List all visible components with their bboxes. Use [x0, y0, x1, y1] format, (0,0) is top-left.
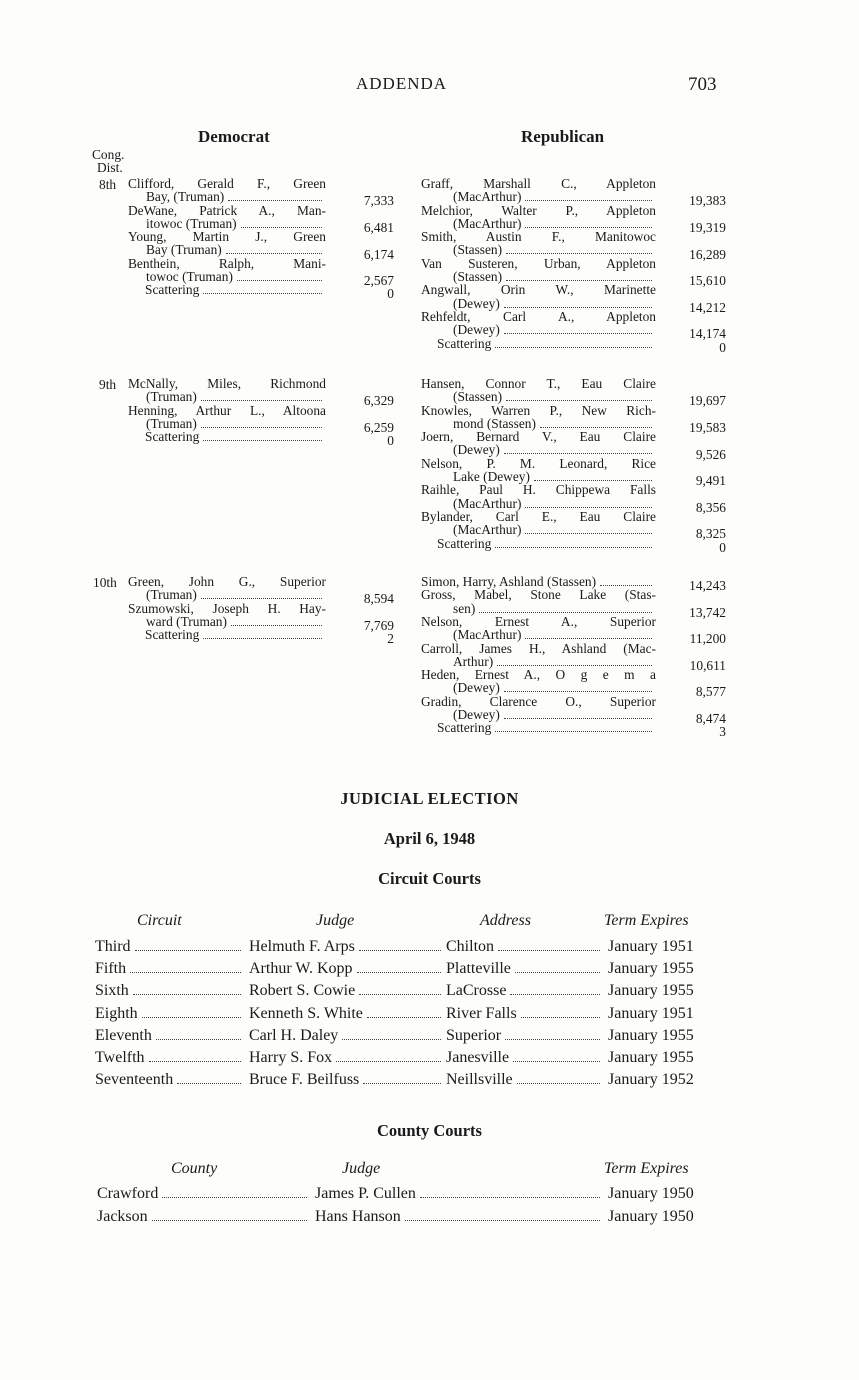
judge-cell — [249, 960, 445, 978]
address-col-header: Address — [480, 912, 531, 929]
candidate-text: Bay, (Truman) — [146, 189, 225, 205]
rep-vote-count: 9,491 — [695, 473, 726, 489]
judicial-title: JUDICIAL ELECTION — [340, 789, 519, 808]
dot-leader — [203, 638, 322, 639]
dot-leader — [156, 1039, 241, 1040]
dot-leader — [495, 731, 652, 732]
table-row — [0, 982, 859, 1002]
table-row — [0, 1185, 859, 1205]
county-term-cell — [608, 1208, 733, 1226]
dot-leader — [405, 1220, 600, 1221]
address-cell-text: River Falls — [446, 1004, 517, 1022]
democrat-heading: Democrat — [198, 127, 270, 146]
judge-cell — [249, 1049, 445, 1067]
dot-leader — [363, 1083, 441, 1084]
candidate-text: Gradin, Clarence O., Superior — [421, 693, 656, 709]
candidate-text: Benthein, Ralph, Mani- — [128, 255, 326, 271]
candidate-text: Arthur) — [453, 653, 494, 669]
rep-vote-count: 14,212 — [689, 299, 726, 315]
table-row — [0, 1071, 859, 1091]
circuit-cell-text: Eighth — [95, 1004, 138, 1022]
county-term-cell-text: January 1950 — [608, 1185, 694, 1202]
address-cell-text: Chilton — [446, 938, 495, 955]
judge-cell-text: Helmuth F. Arps — [249, 938, 355, 955]
dot-leader — [135, 950, 241, 951]
candidate-text: (MacArthur) — [453, 627, 522, 643]
candidate-text: (MacArthur) — [453, 189, 522, 205]
candidate-text: (Truman) — [146, 415, 197, 431]
county-col-header: County — [171, 1160, 218, 1177]
circuit-courts-title: Circuit Courts — [378, 869, 481, 888]
dot-leader — [479, 612, 652, 613]
candidate-text: sen) — [453, 600, 476, 616]
address-cell-text: LaCrosse — [446, 982, 507, 1000]
term-cell — [608, 960, 733, 978]
county-cell-text: Jackson — [97, 1208, 148, 1225]
dot-leader — [534, 480, 652, 481]
address-cell-text: Janesville — [446, 1049, 510, 1066]
candidate-text: towoc (Truman) — [146, 269, 233, 285]
dot-leader — [201, 427, 322, 428]
dot-leader — [504, 691, 652, 692]
dem-vote-count: 6,174 — [363, 246, 394, 262]
circuit-cell — [95, 1049, 245, 1067]
rep-vote-count: 19,383 — [689, 193, 726, 209]
table-row — [0, 1027, 859, 1047]
rep-vote-count: 10,611 — [689, 657, 726, 673]
candidate-text: Scattering — [437, 335, 492, 351]
circuit-cell-text: Sixth — [95, 982, 129, 1000]
term-cell — [608, 938, 733, 956]
candidate-text: Bay (Truman) — [146, 242, 222, 258]
county-term-cell — [608, 1185, 733, 1203]
dot-leader — [133, 994, 241, 995]
candidate-text: (MacArthur) — [453, 495, 522, 511]
judge-cell-text: Arthur W. Kopp — [249, 960, 353, 978]
dot-leader — [525, 507, 652, 508]
candidate-text: Rehfeldt, Carl A., Appleton — [421, 309, 656, 324]
table-row — [0, 1208, 859, 1228]
judge-cell-text: Kenneth S. White — [249, 1004, 363, 1022]
dot-leader — [506, 400, 652, 401]
address-cell — [446, 1005, 604, 1023]
county-term-cell-text: January 1950 — [608, 1208, 694, 1225]
candidate-text: (MacArthur) — [453, 522, 522, 538]
table-row — [0, 1005, 859, 1025]
dem-candidate-entry — [128, 575, 326, 602]
rep-vote-count: 16,289 — [689, 246, 726, 262]
county-cell-text: Crawford — [97, 1185, 159, 1202]
rep-vote-count: 8,325 — [695, 526, 726, 542]
dem-candidate-entry — [145, 283, 326, 297]
candidate-text: Simon, Harry, Ashland (Stassen) — [421, 574, 597, 589]
dot-leader — [498, 950, 600, 951]
rep-vote-count: 14,243 — [689, 578, 726, 593]
page-number: 703 — [688, 74, 717, 95]
judge-cell — [249, 1071, 445, 1089]
term-cell — [608, 1005, 733, 1023]
circuit-cell-text: Eleventh — [95, 1026, 152, 1044]
candidate-text: (Stassen) — [453, 242, 503, 258]
dem-vote-count: 7,769 — [363, 617, 394, 633]
term-cell-text: January 1955 — [608, 982, 694, 1000]
rep-candidate-entry — [421, 642, 656, 669]
rep-candidate-entry — [421, 377, 656, 404]
rep-vote-count: 0 — [719, 539, 726, 555]
dot-leader — [420, 1197, 600, 1198]
rep-candidate-entry — [421, 483, 656, 510]
address-cell — [446, 1049, 604, 1067]
rep-candidate-entry — [421, 695, 656, 722]
dot-leader — [152, 1220, 307, 1221]
dem-candidate-entry — [128, 602, 326, 629]
candidate-text: (MacArthur) — [453, 215, 522, 231]
term-cell-text: January 1951 — [608, 938, 694, 955]
district-label: 8th — [99, 177, 117, 192]
candidate-text: Melchior, Walter P., Appleton — [421, 202, 656, 218]
candidate-text: Bylander, Carl E., Eau Claire — [421, 509, 656, 524]
circuit-cell-text: Third — [95, 938, 131, 955]
rep-candidate-entry — [421, 404, 656, 431]
rep-candidate-entry — [421, 668, 656, 695]
candidate-text: (Truman) — [146, 587, 197, 603]
rep-vote-count: 8,577 — [695, 684, 726, 700]
judge-cell — [249, 1005, 445, 1023]
dot-leader — [228, 200, 322, 201]
dot-leader — [177, 1083, 241, 1084]
judge-cell-text: Harry S. Fox — [249, 1049, 333, 1066]
circuit-cell — [95, 982, 245, 1000]
dem-candidate-entry — [128, 177, 326, 204]
rep-candidate-entry — [421, 230, 656, 257]
candidate-text: Nelson, Ernest A., Superior — [421, 613, 656, 629]
address-cell-text: Superior — [446, 1026, 502, 1044]
candidate-text: itowoc (Truman) — [146, 215, 237, 231]
rep-vote-count: 13,742 — [689, 604, 726, 620]
circuit-cell-text: Twelfth — [95, 1049, 145, 1066]
dem-candidate-entry — [128, 230, 326, 257]
rep-vote-count: 19,583 — [689, 419, 726, 435]
candidate-text: Angwall, Orin W., Marinette — [421, 282, 656, 298]
rep-vote-count: 11,200 — [689, 631, 726, 647]
dot-leader — [525, 533, 652, 534]
dot-leader — [495, 347, 652, 348]
candidate-text: Knowles, Warren P., New Rich- — [421, 402, 656, 418]
election-date: April 6, 1948 — [383, 829, 476, 848]
county-judge-cell — [315, 1208, 604, 1226]
county-judge-cell-text: Hans Hanson — [315, 1208, 401, 1225]
term-cell — [608, 1049, 733, 1067]
rep-candidate-entry — [421, 283, 656, 310]
rep-vote-count: 8,356 — [695, 499, 726, 515]
term-col-header: Term Expires — [604, 912, 689, 929]
address-cell — [446, 1027, 604, 1045]
dot-leader — [504, 718, 652, 719]
candidate-text: (Dewey) — [453, 322, 500, 338]
dot-leader — [149, 1061, 241, 1062]
dot-leader — [241, 227, 322, 228]
dot-leader — [525, 227, 652, 228]
dot-leader — [515, 972, 600, 973]
rep-candidate-entry — [421, 588, 656, 615]
circuit-cell-text: Seventeenth — [95, 1071, 174, 1089]
county-judge-cell-text: James P. Cullen — [315, 1185, 416, 1202]
rep-candidate-entry — [421, 177, 656, 204]
term-cell-text: January 1955 — [608, 1049, 694, 1066]
dot-leader — [505, 1039, 600, 1040]
candidate-text: Lake (Dewey) — [453, 469, 530, 485]
term-cell — [608, 1071, 733, 1089]
judge-cell — [249, 1027, 445, 1045]
table-row — [0, 1049, 859, 1069]
rep-vote-count: 15,610 — [689, 273, 726, 289]
candidate-text: Young, Martin J., Green — [128, 229, 326, 245]
dot-leader — [231, 625, 322, 626]
term-cell-text: January 1951 — [608, 1004, 694, 1022]
dot-leader — [237, 280, 322, 281]
dot-leader — [525, 638, 652, 639]
dot-leader — [497, 665, 652, 666]
address-cell-text: Neillsville — [446, 1071, 513, 1089]
term-cell-text: January 1952 — [608, 1071, 694, 1089]
candidate-text: (Stassen) — [453, 389, 503, 405]
rep-vote-count: 14,174 — [689, 326, 726, 342]
republican-heading: Republican — [521, 127, 605, 146]
candidate-text: (Dewey) — [453, 680, 500, 696]
dot-leader — [357, 972, 441, 973]
dot-leader — [521, 1017, 600, 1018]
address-cell-text: Platteville — [446, 960, 511, 978]
county-cell — [97, 1185, 311, 1203]
candidate-text: Green, John G., Superior — [128, 574, 326, 589]
candidate-text: Szumowski, Joseph H. Hay- — [128, 600, 326, 616]
candidate-text: Joern, Bernard V., Eau Claire — [421, 429, 656, 445]
dem-candidate-entry — [128, 257, 326, 284]
dem-candidate-entry — [128, 404, 326, 431]
circuit-cell — [95, 938, 245, 956]
dem-candidate-entry — [128, 204, 326, 231]
dem-candidate-entry — [128, 377, 326, 404]
address-cell — [446, 960, 604, 978]
dot-leader — [517, 1083, 600, 1084]
candidate-text: Clifford, Gerald F., Green — [128, 176, 326, 191]
circuit-cell — [95, 1005, 245, 1023]
dot-leader — [504, 333, 652, 334]
dot-leader — [162, 1197, 307, 1198]
candidate-text: McNally, Miles, Richmond — [128, 376, 326, 391]
term-cell — [608, 982, 733, 1000]
candidate-text: (Dewey) — [453, 295, 500, 311]
district-label: 9th — [99, 377, 117, 392]
rep-candidate-entry — [421, 457, 656, 484]
dem-vote-count: 6,329 — [363, 393, 394, 409]
dot-leader — [513, 1061, 600, 1062]
dot-leader — [342, 1039, 441, 1040]
judge-cell-text: Carl H. Daley — [249, 1026, 339, 1044]
dot-leader — [201, 400, 322, 401]
dot-leader — [506, 280, 652, 281]
table-row — [0, 960, 859, 980]
candidate-text: (Dewey) — [453, 442, 500, 458]
circuit-cell — [95, 1027, 245, 1045]
dot-leader — [201, 598, 322, 599]
candidate-text: Scattering — [437, 535, 492, 551]
candidate-text: Scattering — [145, 627, 200, 643]
address-cell — [446, 938, 604, 956]
county-cell — [97, 1208, 311, 1226]
candidate-text: Scattering — [145, 282, 200, 298]
candidate-text: Hansen, Connor T., Eau Claire — [421, 376, 656, 391]
dot-leader — [504, 453, 652, 454]
dot-leader — [226, 253, 322, 254]
candidate-text: (Stassen) — [453, 269, 503, 285]
judge-cell — [249, 938, 445, 956]
candidate-text: ward (Truman) — [146, 613, 227, 629]
dem-vote-count: 0 — [387, 286, 394, 302]
judge-cell-text: Bruce F. Beilfuss — [249, 1071, 360, 1089]
candidate-text: mond (Stassen) — [453, 415, 536, 431]
address-cell — [446, 982, 604, 1000]
dot-leader — [495, 547, 652, 548]
candidate-text: Scattering — [437, 720, 492, 736]
dem-vote-count: 0 — [387, 433, 394, 449]
term-cell-text: January 1955 — [608, 960, 694, 978]
rep-candidate-entry — [421, 310, 656, 337]
dem-candidate-entry — [145, 430, 326, 444]
dot-leader — [336, 1061, 441, 1062]
dot-leader — [203, 440, 322, 441]
address-cell — [446, 1071, 604, 1089]
dot-leader — [359, 994, 441, 995]
district-label: 10th — [93, 575, 117, 590]
dot-leader — [142, 1017, 241, 1018]
candidate-text: Carroll, James H., Ashland (Mac- — [421, 640, 656, 656]
dem-vote-count: 6,259 — [363, 419, 394, 435]
running-header: ADDENDA — [356, 74, 448, 93]
candidate-text: Smith, Austin F., Manitowoc — [421, 229, 656, 245]
rep-candidate-entry — [421, 615, 656, 642]
rep-candidate-entry — [421, 510, 656, 537]
circuit-cell — [95, 960, 245, 978]
rep-candidate-entry — [437, 721, 656, 735]
dem-vote-count: 2 — [387, 631, 394, 647]
circuit-cell — [95, 1071, 245, 1089]
dot-leader — [506, 253, 652, 254]
dem-vote-count: 7,333 — [363, 193, 394, 209]
dot-leader — [203, 293, 322, 294]
candidate-text: Heden, Ernest A., O g e m a — [421, 667, 656, 683]
county-judge-cell — [315, 1185, 604, 1203]
dot-leader — [367, 1017, 441, 1018]
dot-leader — [359, 950, 441, 951]
rep-vote-count: 9,526 — [695, 446, 726, 462]
rep-vote-count: 19,319 — [689, 219, 726, 235]
term-cell — [608, 1027, 733, 1045]
candidate-text: (Dewey) — [453, 706, 500, 722]
dem-vote-count: 2,567 — [363, 273, 394, 289]
rep-vote-count: 0 — [719, 339, 726, 355]
circuit-cell-text: Fifth — [95, 960, 127, 978]
candidate-text: Nelson, P. M. Leonard, Rice — [421, 455, 656, 471]
rep-vote-count: 3 — [719, 724, 726, 740]
rep-candidate-entry — [421, 430, 656, 457]
dot-leader — [540, 427, 652, 428]
candidate-text: (Truman) — [146, 389, 197, 405]
dot-leader — [504, 307, 652, 308]
candidate-text: Graff, Marshall C., Appleton — [421, 176, 656, 191]
candidate-text: Van Susteren, Urban, Appleton — [421, 255, 656, 271]
dist-label: Dist. — [97, 160, 123, 175]
candidate-text: Gross, Mabel, Stone Lake (Stas- — [421, 587, 656, 603]
judge-cell-text: Robert S. Cowie — [249, 982, 356, 1000]
circuit-col-header: Circuit — [137, 912, 182, 929]
rep-vote-count: 8,474 — [695, 711, 726, 726]
rep-candidate-entry — [421, 204, 656, 231]
candidate-text: Scattering — [145, 429, 200, 445]
dot-leader — [510, 994, 600, 995]
candidate-text: DeWane, Patrick A., Man- — [128, 202, 326, 218]
dot-leader — [600, 585, 652, 586]
rep-candidate-entry — [421, 257, 656, 284]
dot-leader — [130, 972, 241, 973]
cong-label: Cong. — [92, 147, 125, 162]
county-courts-title: County Courts — [377, 1121, 482, 1140]
county-term-col-header: Term Expires — [604, 1160, 689, 1177]
dem-candidate-entry — [145, 628, 326, 642]
candidate-text: Raihle, Paul H. Chippewa Falls — [421, 482, 656, 498]
judge-col-header: Judge — [316, 912, 355, 929]
term-cell-text: January 1955 — [608, 1026, 694, 1044]
dem-vote-count: 8,594 — [363, 591, 394, 607]
county-judge-col-header: Judge — [342, 1160, 381, 1177]
dot-leader — [525, 200, 652, 201]
judge-cell — [249, 982, 445, 1000]
candidate-text: Henning, Arthur L., Altoona — [128, 402, 326, 418]
dem-vote-count: 6,481 — [363, 219, 394, 235]
rep-candidate-entry — [437, 537, 656, 551]
rep-vote-count: 19,697 — [689, 393, 726, 409]
rep-candidate-entry — [437, 337, 656, 351]
table-row — [0, 938, 859, 958]
